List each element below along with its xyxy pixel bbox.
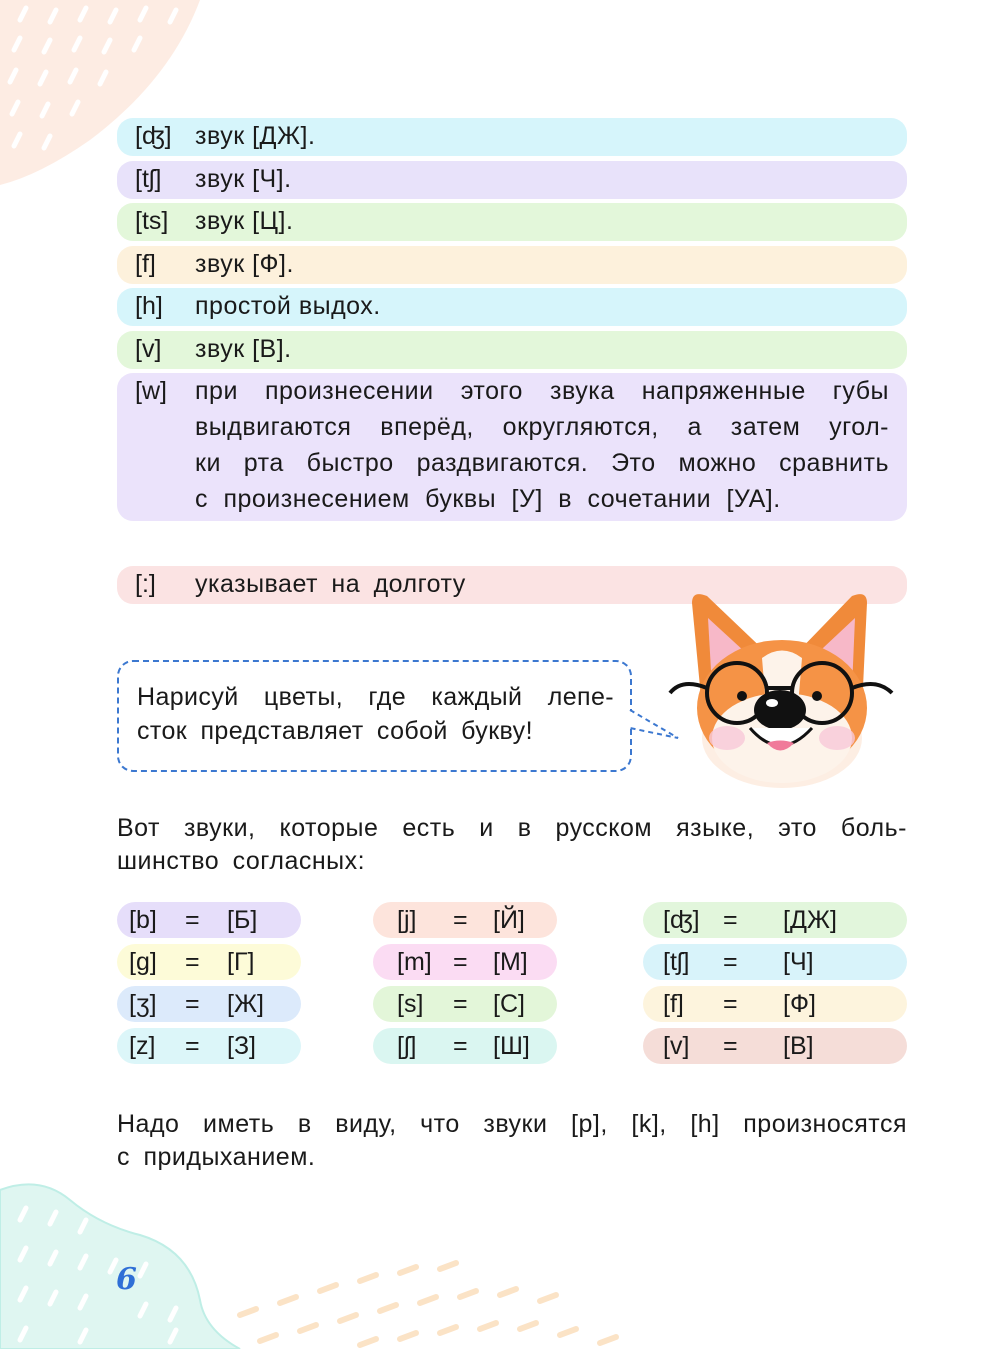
english-sound: [b] bbox=[129, 906, 157, 934]
sound-pair bbox=[643, 944, 907, 980]
sound-pair bbox=[373, 1028, 557, 1064]
sound-pair bbox=[643, 902, 907, 938]
equals-sign: = bbox=[453, 948, 468, 976]
note-paragraph bbox=[117, 1108, 907, 1174]
english-sound: [v] bbox=[663, 1032, 690, 1060]
description-line: с произнесением буквы [У] в сочетании [УА]. bbox=[195, 485, 781, 513]
sound-row-w bbox=[117, 373, 907, 521]
sound-description: звук [Ц]. bbox=[195, 207, 294, 235]
russian-sound: [З] bbox=[227, 1032, 256, 1060]
sound-description: указывает на долготу bbox=[195, 570, 466, 598]
russian-sound: [Ш] bbox=[493, 1032, 530, 1060]
bubble-line: Нарисуй цветы, где каждый лепе- bbox=[137, 683, 614, 711]
russian-sound: [М] bbox=[493, 948, 528, 976]
russian-sound: [В] bbox=[783, 1032, 814, 1060]
sound-pair bbox=[373, 902, 557, 938]
russian-sound: [Г] bbox=[227, 948, 255, 976]
sound-pair bbox=[643, 1028, 907, 1064]
description-line: ки рта быстро раздвигаются. Это можно сравнить bbox=[195, 449, 889, 477]
sound-description: звук [ДЖ]. bbox=[195, 122, 316, 150]
sound-symbol: [ʤ] bbox=[135, 122, 172, 150]
sound-symbol: [w] bbox=[135, 377, 167, 405]
english-sound: [f] bbox=[663, 990, 684, 1018]
corgi-with-glasses-icon bbox=[662, 588, 900, 792]
paragraph-line: шинство согласных: bbox=[117, 847, 366, 875]
sound-row bbox=[117, 161, 907, 199]
equals-sign: = bbox=[185, 948, 200, 976]
sound-row bbox=[117, 288, 907, 326]
english-sound: [m] bbox=[397, 948, 432, 976]
sound-symbol: [tʃ] bbox=[135, 165, 162, 193]
russian-sound: [С] bbox=[493, 990, 525, 1018]
equals-sign: = bbox=[453, 1032, 468, 1060]
page-number: 6 bbox=[116, 1262, 137, 1297]
english-sound: [g] bbox=[129, 948, 157, 976]
english-sound: [ʤ] bbox=[663, 906, 700, 934]
sound-description: простой выдох. bbox=[195, 292, 381, 320]
speech-bubble bbox=[117, 660, 632, 772]
sound-pair bbox=[117, 1028, 301, 1064]
sound-symbol: [h] bbox=[135, 292, 163, 320]
sound-pair bbox=[117, 986, 301, 1022]
equals-sign: = bbox=[723, 906, 738, 934]
equals-sign: = bbox=[723, 990, 738, 1018]
english-sound: [z] bbox=[129, 1032, 156, 1060]
sound-pair bbox=[117, 902, 301, 938]
equals-sign: = bbox=[453, 906, 468, 934]
equals-sign: = bbox=[723, 948, 738, 976]
russian-sound: [Б] bbox=[227, 906, 258, 934]
english-sound: [j] bbox=[397, 906, 417, 934]
equals-sign: = bbox=[723, 1032, 738, 1060]
sound-pair bbox=[643, 986, 907, 1022]
english-sound: [ʒ] bbox=[129, 990, 157, 1018]
equals-sign: = bbox=[185, 906, 200, 934]
equals-sign: = bbox=[185, 990, 200, 1018]
english-sound: [tʃ] bbox=[663, 948, 690, 976]
sound-symbol: [f] bbox=[135, 250, 156, 278]
sound-pair bbox=[373, 986, 557, 1022]
equals-sign: = bbox=[453, 990, 468, 1018]
bottom-dash-pattern bbox=[230, 1255, 650, 1349]
sound-row bbox=[117, 331, 907, 369]
sound-symbol: [ts] bbox=[135, 207, 169, 235]
sound-pair bbox=[117, 944, 301, 980]
sound-description: звук [Ч]. bbox=[195, 165, 292, 193]
sound-symbol: [:] bbox=[135, 570, 156, 598]
paragraph-line: Надо иметь в виду, что звуки [p], [k], [h] произносятся bbox=[117, 1110, 907, 1138]
english-sound: [ʃ] bbox=[397, 1032, 417, 1060]
description-line: выдвигаются вперёд, округляются, а затем угол- bbox=[195, 413, 889, 441]
description-line: при произнесении этого звука напряженные губы bbox=[195, 377, 889, 405]
russian-sound: [ДЖ] bbox=[783, 906, 837, 934]
russian-sound: [Ж] bbox=[227, 990, 264, 1018]
paragraph-line: с придыханием. bbox=[117, 1143, 316, 1171]
russian-sound: [Ф] bbox=[783, 990, 816, 1018]
equals-sign: = bbox=[185, 1032, 200, 1060]
sound-description: звук [В]. bbox=[195, 335, 292, 363]
sound-description: звук [Ф]. bbox=[195, 250, 294, 278]
sound-description bbox=[195, 373, 889, 517]
intro-paragraph bbox=[117, 812, 907, 878]
sound-symbol: [v] bbox=[135, 335, 162, 363]
sound-pair bbox=[373, 944, 557, 980]
paragraph-line: Вот звуки, которые есть и в русском языке, это боль- bbox=[117, 814, 907, 842]
russian-sound: [Й] bbox=[493, 906, 525, 934]
sound-row bbox=[117, 118, 907, 156]
english-sound: [s] bbox=[397, 990, 424, 1018]
russian-sound: [Ч] bbox=[783, 948, 814, 976]
sound-row bbox=[117, 246, 907, 284]
sound-row bbox=[117, 203, 907, 241]
bubble-line: сток представляет собой букву! bbox=[137, 717, 533, 745]
bubble-text bbox=[137, 680, 614, 748]
